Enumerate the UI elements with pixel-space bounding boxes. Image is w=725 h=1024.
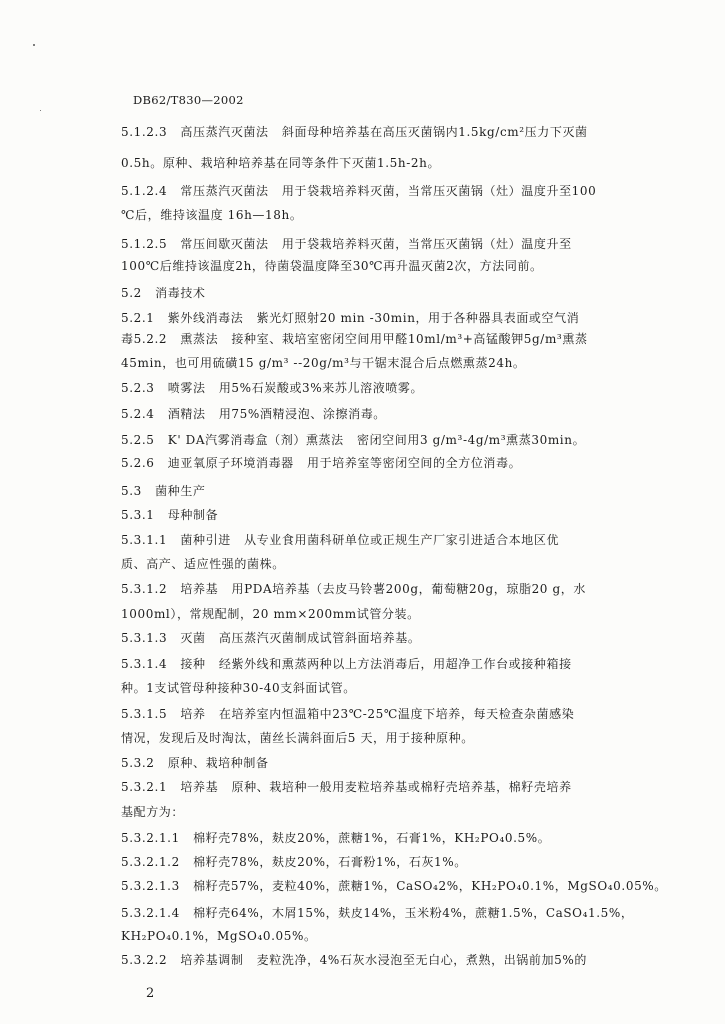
text-line: 5.3.1.3 灭菌 高压蒸汽灭菌制成试管斜面培养基。 bbox=[121, 631, 421, 645]
text-line: 5.2.4 酒精法 用75%酒精浸泡、涂擦消毒。 bbox=[121, 407, 386, 421]
standard-code: DB62/T830—2002 bbox=[133, 93, 244, 107]
text-line: 45min，也可用硫磺15 g/m³ --20g/m³与干锯末混合后点燃熏蒸24h。 bbox=[121, 356, 526, 370]
text-line: 1000ml），常规配制，20 mm×200mm试管分装。 bbox=[121, 607, 420, 621]
scan-speck bbox=[40, 110, 41, 111]
section-heading: 5.2 消毒技术 bbox=[121, 286, 206, 300]
text-line: 5.2.6 迪亚氧原子环境消毒器 用于培养室等密闭空间的全方位消毒。 bbox=[121, 456, 522, 470]
text-line: 5.3.2.1.3 棉籽壳57%，麦粒40%，蔗糖1%，CaSO₄2%，KH₂PO₄0.1%，MgSO₄0.05%。 bbox=[121, 879, 667, 893]
text-line: 质、高产、适应性强的菌株。 bbox=[121, 557, 285, 571]
text-line: 5.3.2.1.4 棉籽壳64%，木屑15%，麸皮14%，玉米粉4%，蔗糖1.5%，CaSO₄1.5%， bbox=[121, 906, 634, 920]
text-line: 毒5.2.2 熏蒸法 接种室、栽培室密闭空间用甲醛10ml/m³+高锰酸钾5g/m³熏蒸 bbox=[121, 332, 588, 346]
text-line: 5.3.1.2 培养基 用PDA培养基（去皮马铃薯200g，葡萄糖20g，琼脂20 g，水 bbox=[121, 582, 586, 596]
text-line: 基配方为： bbox=[121, 805, 185, 819]
text-line: 5.3.2.1.2 棉籽壳78%，麸皮20%，石膏粉1%，石灰1%。 bbox=[121, 855, 467, 869]
text-line: 5.3.1.1 菌种引进 从专业食用菌科研单位或正规生产厂家引进适合本地区优 bbox=[121, 533, 560, 547]
text-line: 5.2.3 喷雾法 用5%石炭酸或3%来苏儿溶液喷雾。 bbox=[121, 381, 424, 395]
scan-speck bbox=[33, 44, 35, 46]
text-line: 情况，发现后及时淘汰，菌丝长满斜面后5 天，用于接种原种。 bbox=[121, 731, 474, 745]
text-line: ℃后，维持该温度 16h—18h。 bbox=[121, 208, 303, 222]
text-line: 5.3.2.1 培养基 原种、栽培种一般用麦粒培养基或棉籽壳培养基，棉籽壳培养 bbox=[121, 780, 572, 794]
text-line: 5.2.1 紫外线消毒法 紫光灯照射20 min -30min，用于各种器具表面或空气消 bbox=[121, 311, 580, 325]
text-line: 5.3.1.5 培养 在培养室内恒温箱中23℃-25℃温度下培养，每天检查杂菌感染 bbox=[121, 707, 575, 721]
text-line: 5.3.1.4 接种 经紫外线和熏蒸两种以上方法消毒后，用超净工作台或接种箱接 bbox=[121, 657, 572, 671]
text-line: 0.5h。原种、栽培种培养基在同等条件下灭菌1.5h-2h。 bbox=[121, 156, 441, 170]
text-line: 5.1.2.4 常压蒸汽灭菌法 用于袋栽培养料灭菌，当常压灭菌锅（灶）温度升至100 bbox=[121, 184, 597, 198]
text-line: 5.3.2.1.1 棉籽壳78%，麸皮20%，蔗糖1%，石膏1%，KH₂PO₄0.5%。 bbox=[121, 831, 551, 845]
text-line: 5.1.2.3 高压蒸汽灭菌法 斜面母种培养基在高压灭菌锅内1.5kg/cm²压力下灭菌 bbox=[121, 125, 588, 139]
text-line: 种。1支试管母种接种30-40支斜面试管。 bbox=[121, 681, 356, 695]
text-line: 100℃后维持该温度2h，待菌袋温度降至30℃再升温灭菌2次，方法同前。 bbox=[121, 259, 543, 273]
section-heading: 5.3.2 原种、栽培种制备 bbox=[121, 756, 269, 770]
section-heading: 5.3.1 母种制备 bbox=[121, 508, 219, 522]
text-line: KH₂PO₄0.1%，MgSO₄0.05%。 bbox=[121, 929, 317, 943]
text-line: 5.2.5 K' DA汽雾消毒盒（剂）熏蒸法 密闭空间用3 g/m³-4g/m³熏蒸30min。 bbox=[121, 433, 586, 447]
text-line: 5.3.2.2 培养基调制 麦粒洗净，4%石灰水浸泡至无白心，煮熟，出锅前加5%的 bbox=[121, 953, 587, 967]
text-line: 5.1.2.5 常压间歇灭菌法 用于袋栽培养料灭菌，当常压灭菌锅（灶）温度升至 bbox=[121, 237, 572, 251]
page-number: 2 bbox=[146, 986, 155, 1001]
section-heading: 5.3 菌种生产 bbox=[121, 484, 206, 498]
